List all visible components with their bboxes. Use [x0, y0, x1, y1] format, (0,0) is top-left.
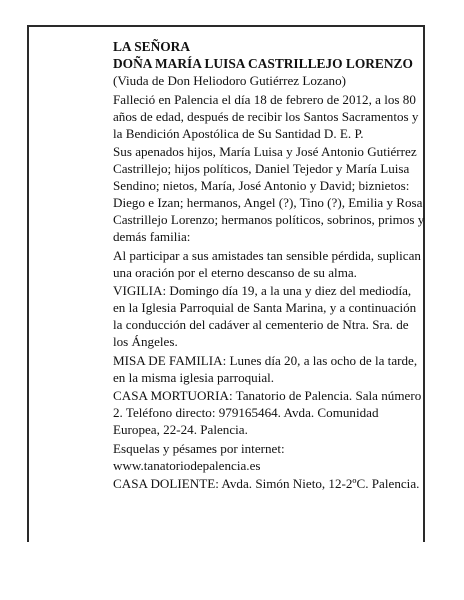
condolences-paragraph: Esquelas y pésames por internet: www.tanatoriodepalencia.es	[113, 440, 285, 473]
funeral-home-paragraph: CASA MORTUORIA: Tanatorio de Palencia. Sala número 2. Teléfono directo: 979165464. Avda. Comunidad Europea, 22-24. Palencia.	[113, 388, 422, 437]
notice-heading-title: LA SEÑORA	[113, 39, 191, 54]
widow-line: (Viuda de Don Heliodoro Gutiérrez Lozano)	[113, 73, 346, 88]
deceased-name: DOÑA MARÍA LUISA CASTRILLEJO LORENZO	[113, 56, 413, 71]
request-paragraph: Al participar a sus amistades tan sensible pérdida, suplican una oración por el eterno descanso de su alma.	[113, 247, 421, 280]
vigil-paragraph: VIGILIA: Domingo día 19, a la una y diez del mediodía, en la Iglesia Parroquial de Santa Marina, y a continuación la conducción del cadáver al cementerio de Ntra. Sra. de los Ángeles.	[113, 283, 417, 349]
obituary-notice	[113, 38, 425, 494]
family-mass-paragraph: MISA DE FAMILIA: Lunes día 20, a las ocho de la tarde, en la misma iglesia parroquial.	[113, 352, 418, 385]
family-paragraph: Sus apenados hijos, María Luisa y José Antonio Gutiérrez Castrillejo; hijos políticos, Daniel Tejedor y María Luisa Sendino; nietos, María, José Antonio y David; biznietos: Diego e Izan; hermanos, Angel (?), Tino (?), Emilia y Rosa Castrillejo Lorenzo; hermanos políticos, sobrinos, primos y demás familia:	[113, 144, 425, 244]
death-paragraph: Falleció en Palencia el día 18 de febrero de 2012, a los 80 años de edad, después de recibir los Santos Sacramentos y la Bendición Apostólica de Su Santidad D. E. P.	[113, 91, 419, 141]
mourning-house-paragraph: CASA DOLIENTE: Avda. Simón Nieto, 12-2ºC. Palencia.	[113, 476, 420, 491]
